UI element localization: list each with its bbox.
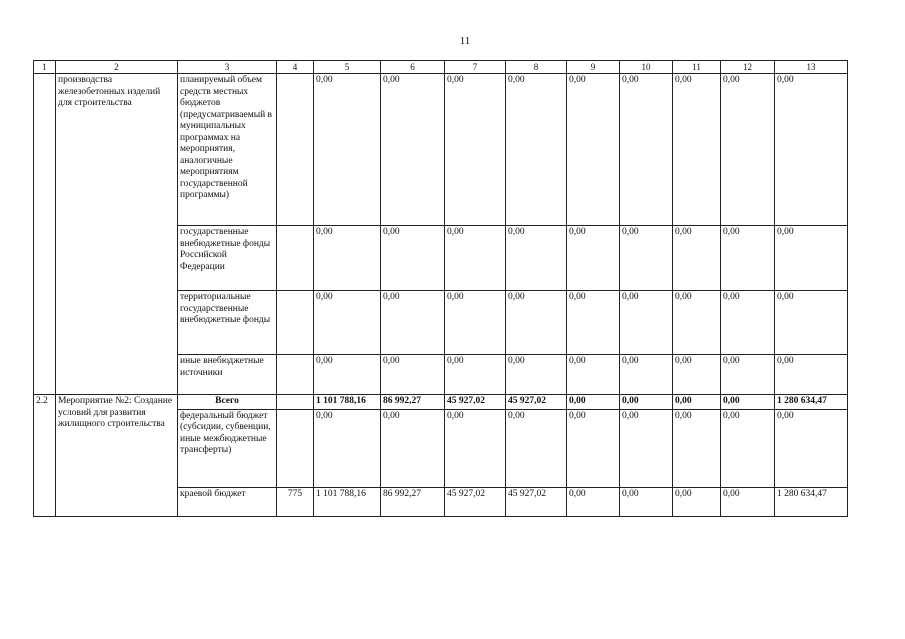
- value-cell: 0,00: [567, 74, 620, 226]
- header-cell: 7: [445, 61, 506, 74]
- value-cell: 0,00: [381, 355, 445, 395]
- header-cell: 4: [277, 61, 314, 74]
- header-cell: 2: [56, 61, 178, 74]
- value-cell: 0,00: [567, 355, 620, 395]
- budget-code: [277, 226, 314, 291]
- budget-code: [277, 291, 314, 355]
- value-cell: 0,00: [673, 487, 721, 516]
- value-cell: 1 280 634,47: [775, 395, 848, 410]
- value-cell: 0,00: [620, 74, 673, 226]
- budget-code: [277, 395, 314, 410]
- value-cell: 45 927,02: [506, 487, 567, 516]
- value-cell: 86 992,27: [381, 395, 445, 410]
- header-cell: 1: [34, 61, 56, 74]
- value-cell: 0,00: [314, 409, 381, 487]
- value-cell: 0,00: [314, 355, 381, 395]
- value-cell: 0,00: [445, 409, 506, 487]
- value-cell: 0,00: [314, 74, 381, 226]
- value-cell: 0,00: [314, 291, 381, 355]
- row-index-cell: [34, 74, 56, 395]
- value-cell: 0,00: [506, 226, 567, 291]
- header-cell: 11: [673, 61, 721, 74]
- row-index-cell: 2.2: [34, 395, 56, 517]
- value-cell: 0,00: [506, 291, 567, 355]
- value-cell: 0,00: [673, 355, 721, 395]
- value-cell: 1 101 788,16: [314, 395, 381, 410]
- value-cell: 0,00: [314, 226, 381, 291]
- value-cell: 0,00: [721, 74, 775, 226]
- value-cell: 86 992,27: [381, 487, 445, 516]
- value-cell: 0,00: [721, 291, 775, 355]
- header-cell: 8: [506, 61, 567, 74]
- value-cell: 0,00: [673, 395, 721, 410]
- header-cell: 13: [775, 61, 848, 74]
- header-row: [34, 61, 848, 74]
- value-cell: 0,00: [620, 487, 673, 516]
- value-cell: 0,00: [506, 409, 567, 487]
- table-row-total: [34, 395, 848, 410]
- value-cell: 0,00: [567, 409, 620, 487]
- value-cell: 0,00: [620, 409, 673, 487]
- budget-code: 775: [277, 487, 314, 516]
- budget-table: [33, 60, 848, 517]
- value-cell: 0,00: [567, 487, 620, 516]
- funding-source: федеральный бюджет (субсидии, субвенции, иные межбюджетные трансферты): [178, 409, 277, 487]
- header-cell: 10: [620, 61, 673, 74]
- value-cell: 0,00: [775, 409, 848, 487]
- value-cell: 0,00: [506, 355, 567, 395]
- value-cell: 0,00: [673, 226, 721, 291]
- value-cell: 0,00: [721, 355, 775, 395]
- funding-source: иные внебюджетные источники: [178, 355, 277, 395]
- value-cell: 0,00: [445, 291, 506, 355]
- funding-source: Всего: [178, 395, 277, 410]
- header-cell: 12: [721, 61, 775, 74]
- value-cell: 0,00: [381, 291, 445, 355]
- value-cell: 1 101 788,16: [314, 487, 381, 516]
- value-cell: 0,00: [673, 74, 721, 226]
- table-row: [34, 74, 848, 226]
- header-cell: 3: [178, 61, 277, 74]
- value-cell: 0,00: [620, 395, 673, 410]
- value-cell: 0,00: [445, 226, 506, 291]
- value-cell: 0,00: [620, 226, 673, 291]
- header-cell: 9: [567, 61, 620, 74]
- value-cell: 0,00: [445, 74, 506, 226]
- value-cell: 1 280 634,47: [775, 487, 848, 516]
- value-cell: 0,00: [620, 291, 673, 355]
- value-cell: 0,00: [721, 395, 775, 410]
- funding-source: государственные внебюджетные фонды Российской Федерации: [178, 226, 277, 291]
- budget-code: [277, 409, 314, 487]
- value-cell: 0,00: [721, 409, 775, 487]
- value-cell: 45 927,02: [445, 395, 506, 410]
- value-cell: 0,00: [673, 409, 721, 487]
- value-cell: 0,00: [381, 74, 445, 226]
- page-number: 11: [459, 35, 471, 47]
- value-cell: 0,00: [673, 291, 721, 355]
- value-cell: 0,00: [620, 355, 673, 395]
- value-cell: 0,00: [721, 226, 775, 291]
- value-cell: 0,00: [445, 355, 506, 395]
- value-cell: 0,00: [775, 74, 848, 226]
- funding-source: краевой бюджет: [178, 487, 277, 516]
- value-cell: 45 927,02: [445, 487, 506, 516]
- funding-source: территориальные государственные внебюджетные фонды: [178, 291, 277, 355]
- value-cell: 0,00: [506, 74, 567, 226]
- value-cell: 45 927,02: [506, 395, 567, 410]
- value-cell: 0,00: [775, 355, 848, 395]
- value-cell: 0,00: [381, 226, 445, 291]
- budget-code: [277, 355, 314, 395]
- value-cell: 0,00: [775, 291, 848, 355]
- activity-name: производства железобетонных изделий для строительства: [56, 74, 178, 395]
- activity-name: Мероприятие №2: Создание условий для развития жилищного строительства: [56, 395, 178, 517]
- funding-source: планируемый объем средств местных бюджетов (предусматриваемый в муниципальных программах на мероприятия, аналогичные мероприятиям государственной программы): [178, 74, 277, 226]
- value-cell: 0,00: [567, 226, 620, 291]
- value-cell: 0,00: [775, 226, 848, 291]
- header-cell: 6: [381, 61, 445, 74]
- value-cell: 0,00: [381, 409, 445, 487]
- budget-code: [277, 74, 314, 226]
- header-cell: 5: [314, 61, 381, 74]
- value-cell: 0,00: [567, 291, 620, 355]
- value-cell: 0,00: [567, 395, 620, 410]
- value-cell: 0,00: [721, 487, 775, 516]
